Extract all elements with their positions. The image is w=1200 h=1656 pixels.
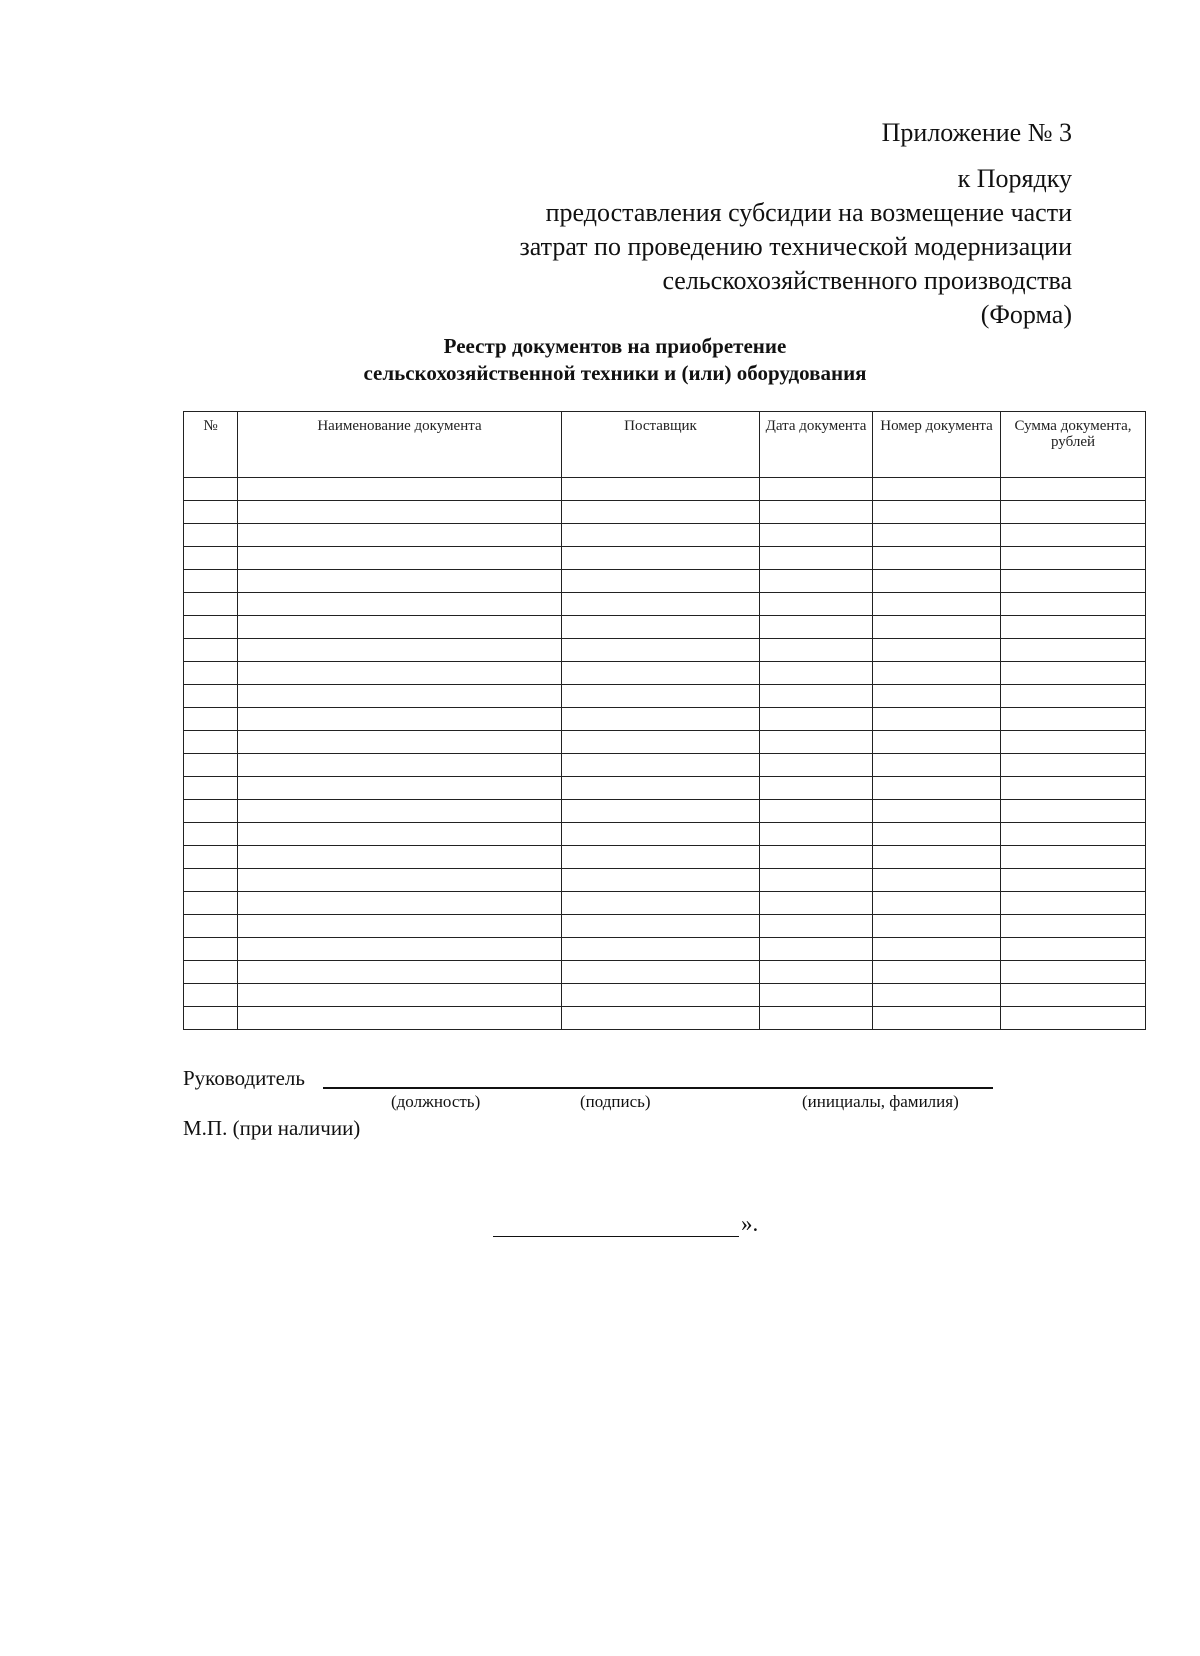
table-body (184, 478, 1146, 1030)
table-cell (873, 662, 1001, 685)
table-cell (238, 639, 562, 662)
table-cell (760, 501, 873, 524)
table-cell (760, 593, 873, 616)
table-cell (562, 731, 760, 754)
table-row (184, 501, 1146, 524)
table-cell (238, 984, 562, 1007)
table-cell (873, 708, 1001, 731)
table-cell (184, 570, 238, 593)
table-cell (562, 961, 760, 984)
table-cell (873, 616, 1001, 639)
header-line-3: затрат по проведению технической модернизации (519, 232, 1072, 261)
table-cell (760, 731, 873, 754)
table-cell (1001, 570, 1146, 593)
table-row (184, 754, 1146, 777)
table-cell (760, 823, 873, 846)
table-cell (873, 846, 1001, 869)
table-cell (562, 892, 760, 915)
table-cell (562, 570, 760, 593)
table-cell (1001, 478, 1146, 501)
table-cell (238, 869, 562, 892)
table-row (184, 685, 1146, 708)
table-cell (873, 547, 1001, 570)
table-cell (760, 685, 873, 708)
table-cell (184, 524, 238, 547)
signature-caption: (подпись) (580, 1092, 651, 1111)
table-cell (184, 708, 238, 731)
registry-title (300, 333, 930, 387)
table-cell (184, 501, 238, 524)
table-cell (1001, 685, 1146, 708)
table-cell (562, 639, 760, 662)
column-header-document-name: Наименование документа (238, 412, 562, 478)
stamp-label: М.П. (при наличии) (183, 1116, 361, 1140)
table-cell (238, 754, 562, 777)
table-cell (873, 570, 1001, 593)
table-cell (1001, 777, 1146, 800)
table-cell (1001, 892, 1146, 915)
table-cell (184, 823, 238, 846)
table-cell (184, 731, 238, 754)
table-cell (1001, 708, 1146, 731)
column-header-supplier: Поставщик (562, 412, 760, 478)
table-cell (562, 593, 760, 616)
table-cell (238, 708, 562, 731)
table-cell (562, 869, 760, 892)
column-header-number: № (184, 412, 238, 478)
table-row (184, 800, 1146, 823)
table-cell (873, 777, 1001, 800)
table-cell (873, 938, 1001, 961)
header-line-4: сельскохозяйственного производства (662, 266, 1072, 295)
table-cell (1001, 915, 1146, 938)
title-line-2: сельскохозяйственной техники и (или) оборудования (363, 361, 867, 385)
table-cell (1001, 593, 1146, 616)
table-row (184, 731, 1146, 754)
table-cell (760, 938, 873, 961)
table-cell (873, 478, 1001, 501)
closing-line (493, 1236, 739, 1237)
table-cell (238, 593, 562, 616)
table-cell (562, 915, 760, 938)
table-cell (184, 961, 238, 984)
table-cell (238, 662, 562, 685)
table-cell (760, 639, 873, 662)
table-cell (873, 823, 1001, 846)
table-cell (873, 1007, 1001, 1030)
registry-table (183, 411, 1146, 1030)
table-cell (184, 869, 238, 892)
table-cell (760, 915, 873, 938)
table-cell (1001, 616, 1146, 639)
table-cell (184, 593, 238, 616)
table-row (184, 639, 1146, 662)
header-line-2: предоставления субсидии на возмещение части (545, 198, 1072, 227)
document-header (520, 116, 1073, 332)
table-cell (184, 547, 238, 570)
table-cell (562, 662, 760, 685)
table-cell (760, 570, 873, 593)
table-cell (184, 892, 238, 915)
table-cell (238, 731, 562, 754)
table-cell (238, 616, 562, 639)
table-cell (873, 869, 1001, 892)
table-cell (184, 846, 238, 869)
signature-label: Руководитель (183, 1066, 305, 1090)
table-row (184, 708, 1146, 731)
table-cell (184, 800, 238, 823)
table-cell (873, 685, 1001, 708)
column-header-document-sum: Сумма документа, рублей (1001, 412, 1146, 478)
table-cell (873, 501, 1001, 524)
table-cell (760, 1007, 873, 1030)
table-row (184, 547, 1146, 570)
table-cell (562, 685, 760, 708)
table-cell (873, 961, 1001, 984)
table-cell (1001, 800, 1146, 823)
table-cell (184, 1007, 238, 1030)
table-cell (238, 961, 562, 984)
table-cell (873, 984, 1001, 1007)
table-row (184, 777, 1146, 800)
form-label: (Форма) (980, 300, 1072, 329)
table-cell (184, 478, 238, 501)
table-cell (184, 616, 238, 639)
table-cell (760, 662, 873, 685)
table-cell (1001, 524, 1146, 547)
appendix-number: Приложение № 3 (881, 118, 1072, 147)
table-row (184, 524, 1146, 547)
table-cell (1001, 547, 1146, 570)
table-row (184, 892, 1146, 915)
table-cell (238, 800, 562, 823)
table-row (184, 846, 1146, 869)
table-cell (760, 524, 873, 547)
name-caption: (инициалы, фамилия) (802, 1092, 959, 1111)
table-cell (1001, 662, 1146, 685)
table-cell (562, 1007, 760, 1030)
table-row (184, 938, 1146, 961)
table-row (184, 478, 1146, 501)
table-cell (873, 915, 1001, 938)
table-cell (873, 800, 1001, 823)
table-row (184, 616, 1146, 639)
table-row (184, 869, 1146, 892)
table-cell (1001, 823, 1146, 846)
table-cell (1001, 754, 1146, 777)
table-cell (184, 984, 238, 1007)
table-cell (760, 961, 873, 984)
table-cell (562, 547, 760, 570)
table-cell (562, 777, 760, 800)
table-cell (873, 593, 1001, 616)
table-cell (184, 754, 238, 777)
table-cell (238, 915, 562, 938)
table-cell (562, 478, 760, 501)
table-cell (562, 754, 760, 777)
table-header-row (184, 412, 1146, 478)
table-cell (238, 478, 562, 501)
table-cell (562, 846, 760, 869)
table-cell (760, 846, 873, 869)
table-cell (238, 524, 562, 547)
table-cell (238, 501, 562, 524)
table-cell (562, 984, 760, 1007)
table-cell (238, 938, 562, 961)
table-cell (873, 754, 1001, 777)
table-cell (562, 708, 760, 731)
table-cell (1001, 1007, 1146, 1030)
table-cell (760, 984, 873, 1007)
table-cell (562, 616, 760, 639)
table-row (184, 1007, 1146, 1030)
table-cell (184, 685, 238, 708)
column-header-document-date: Дата документа (760, 412, 873, 478)
title-line-1: Реестр документов на приобретение (443, 334, 787, 358)
table-cell (562, 524, 760, 547)
table-cell (1001, 731, 1146, 754)
table-cell (238, 685, 562, 708)
table-cell (760, 478, 873, 501)
header-line-1: к Порядку (957, 164, 1072, 193)
table-cell (873, 639, 1001, 662)
table-cell (760, 708, 873, 731)
table-cell (1001, 639, 1146, 662)
table-cell (562, 800, 760, 823)
table-cell (1001, 501, 1146, 524)
table-cell (1001, 869, 1146, 892)
table-cell (238, 846, 562, 869)
table-cell (873, 731, 1001, 754)
table-cell (238, 777, 562, 800)
table-cell (873, 524, 1001, 547)
table-cell (562, 823, 760, 846)
table-cell (184, 915, 238, 938)
table-cell (184, 777, 238, 800)
position-caption: (должность) (391, 1092, 481, 1111)
table-cell (562, 938, 760, 961)
table-cell (1001, 846, 1146, 869)
table-row (184, 593, 1146, 616)
table-row (184, 961, 1146, 984)
table-cell (760, 869, 873, 892)
table-cell (760, 777, 873, 800)
table-cell (184, 938, 238, 961)
closing-quote: ». (741, 1211, 759, 1236)
table-cell (184, 662, 238, 685)
table-cell (760, 616, 873, 639)
table-cell (760, 892, 873, 915)
table-row (184, 915, 1146, 938)
table-cell (1001, 984, 1146, 1007)
table-row (184, 823, 1146, 846)
column-header-document-number: Номер документа (873, 412, 1001, 478)
table-cell (1001, 961, 1146, 984)
table-cell (760, 800, 873, 823)
table-cell (760, 547, 873, 570)
table-cell (238, 892, 562, 915)
table-row (184, 570, 1146, 593)
table-cell (238, 1007, 562, 1030)
signature-line (323, 1087, 993, 1089)
table-cell (760, 754, 873, 777)
table-row (184, 662, 1146, 685)
table-cell (873, 892, 1001, 915)
table-row (184, 984, 1146, 1007)
table-cell (238, 570, 562, 593)
table-cell (238, 823, 562, 846)
table-cell (184, 639, 238, 662)
table-cell (1001, 938, 1146, 961)
table-cell (562, 501, 760, 524)
table-cell (238, 547, 562, 570)
